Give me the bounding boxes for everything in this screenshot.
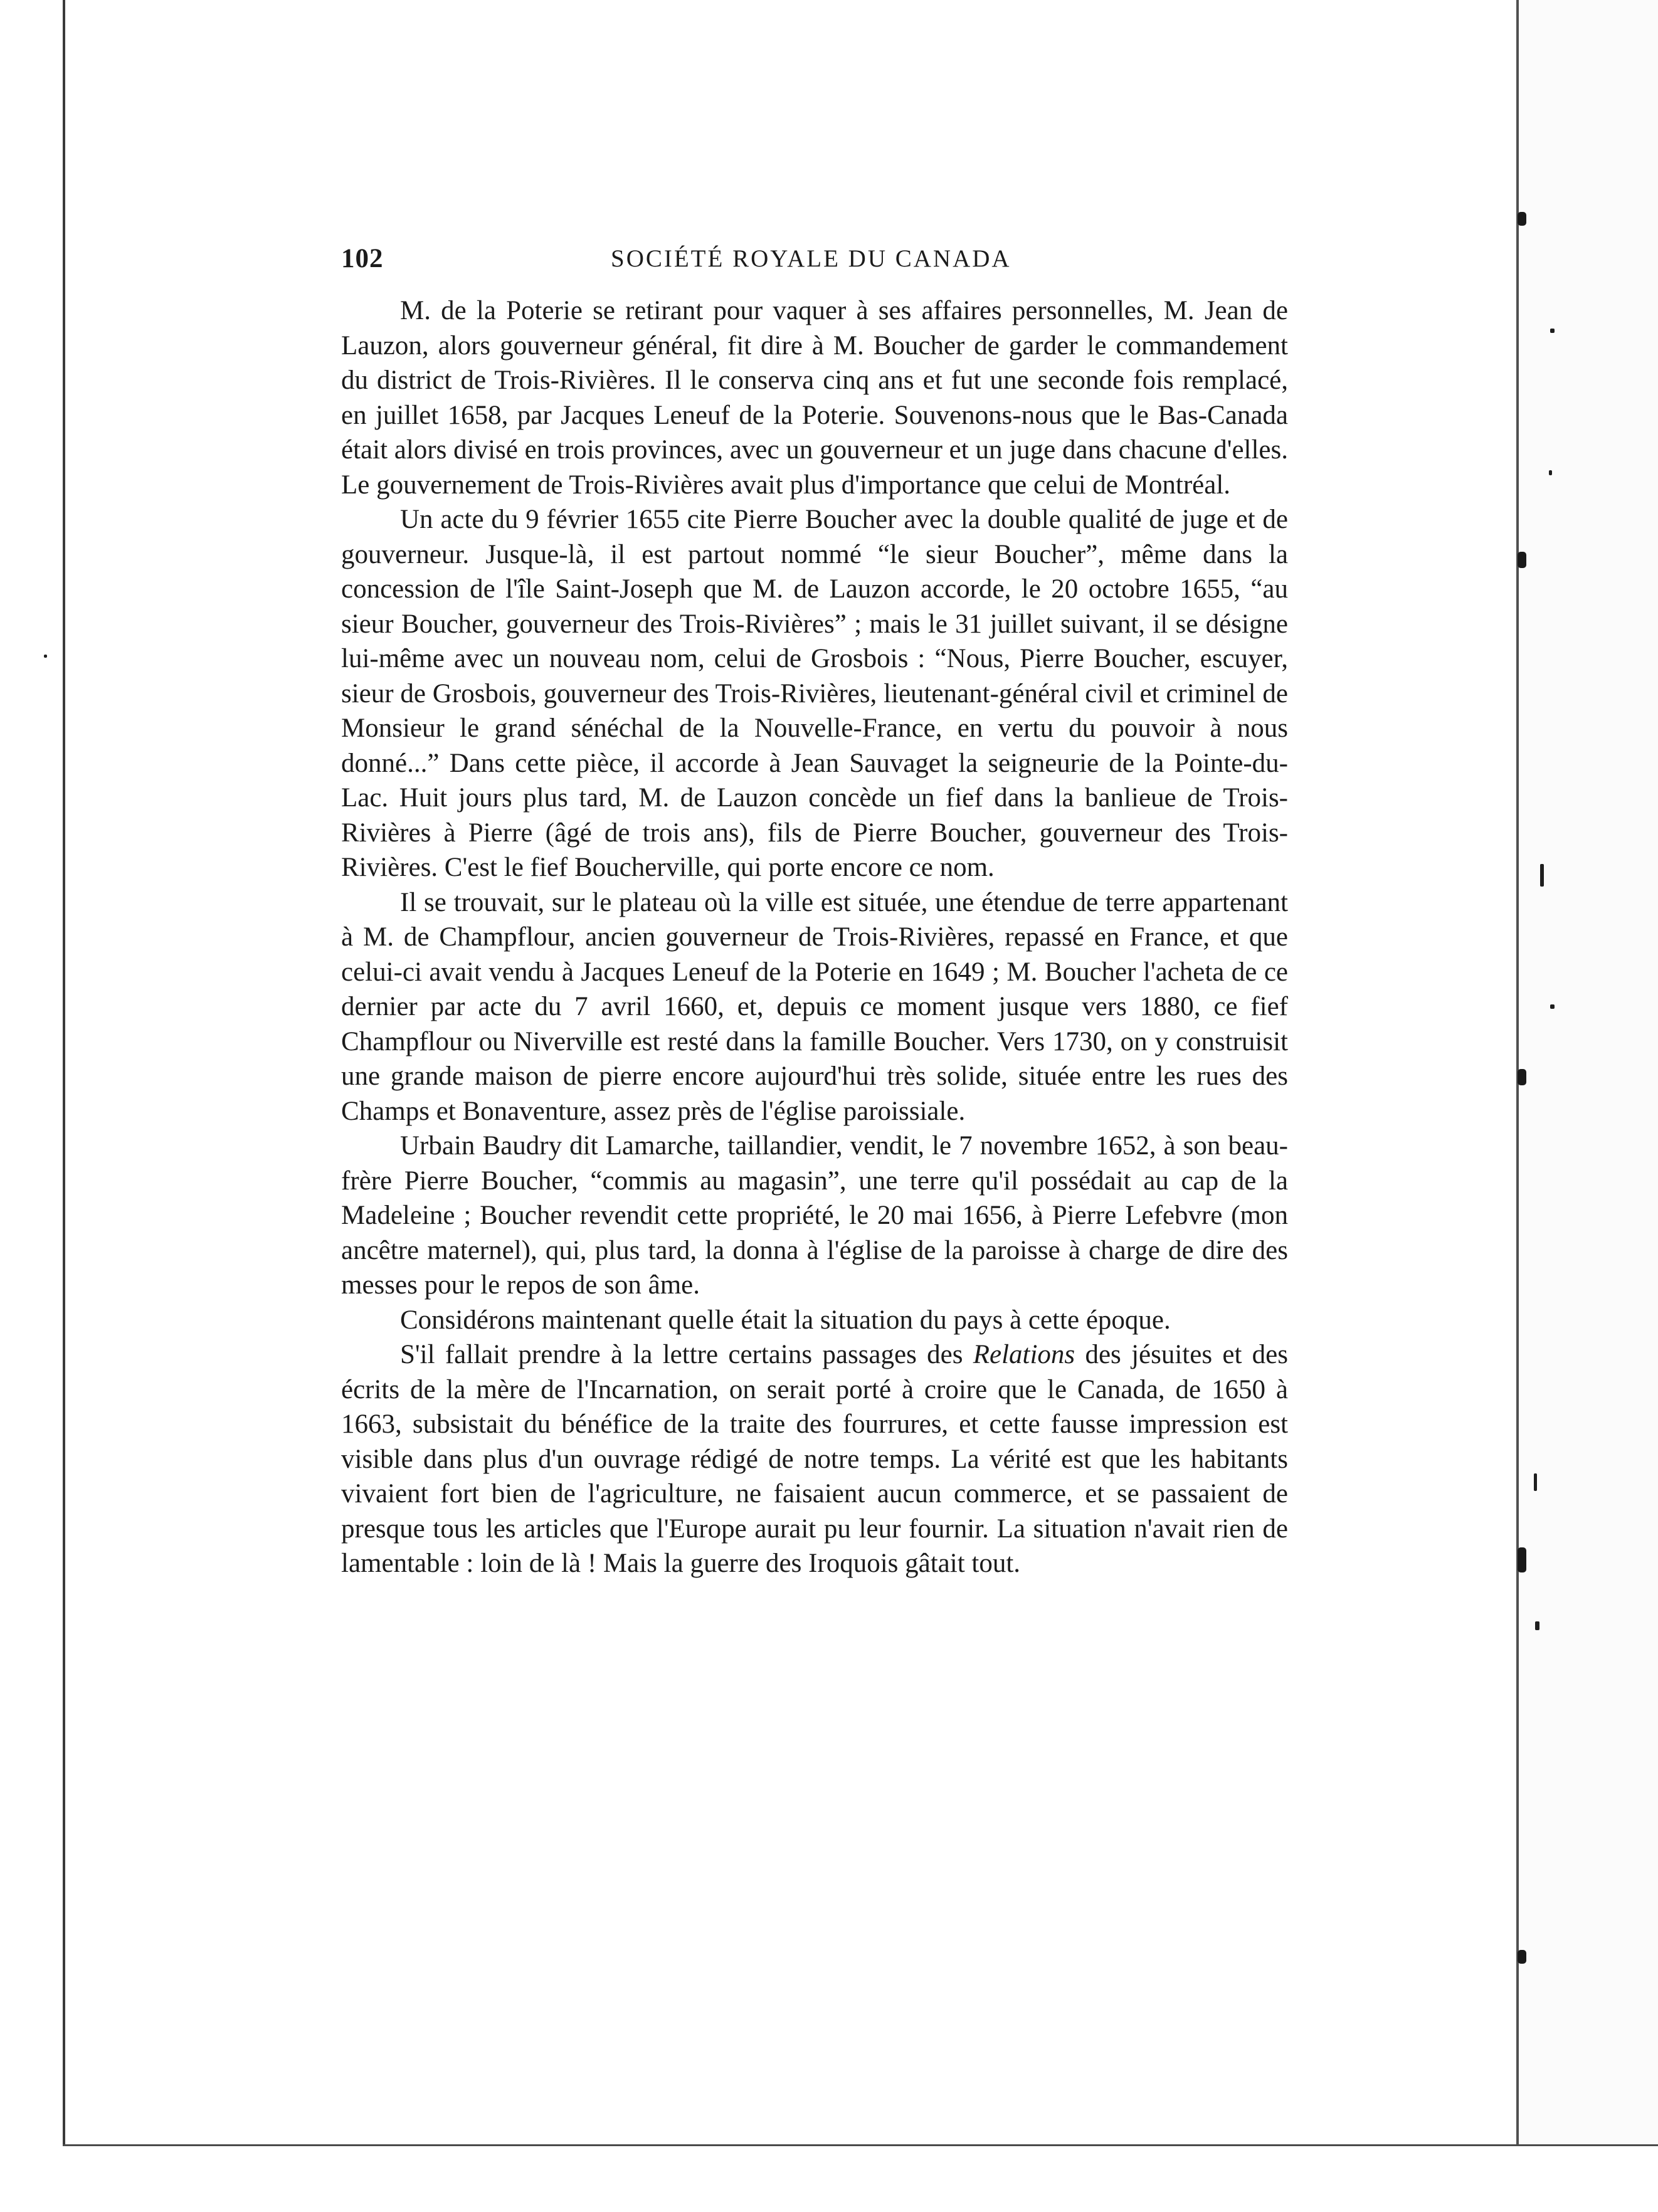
scan-speck <box>1535 1621 1539 1630</box>
scan-speck <box>1550 329 1555 333</box>
scan-speck <box>1550 1004 1555 1009</box>
facing-page-edge <box>1519 0 1658 2144</box>
paragraph: Considérons maintenant quelle était la situation du pays à cette époque. <box>400 1305 1171 1335</box>
binding-mark <box>1518 1069 1526 1085</box>
binding-mark <box>1518 1950 1526 1964</box>
paragraph: Il se trouvait, sur le plateau où la ville est située, une étendue de terre appartenant à M. de Champflour, ancien gouverneur de Trois-Rivières, repassé en France, et que celui-ci avait vendu à Jacques Leneuf de la Poterie en 1649 ; M. Boucher l'acheta de ce dernier par acte du 7 avril 1660, et, depuis ce moment jusque vers 1880, ce fief Champflour ou Niverville est resté dans la famille Boucher. Vers 1730, on y construisit une grande maison de pierre encore aujourd'hui très solide, située entre les rues des Champs et Bonaventure, assez près de l'église paroissiale. <box>341 887 1288 1126</box>
body-text <box>341 293 1288 1581</box>
running-head <box>341 243 1288 276</box>
scan-bottom-margin <box>63 2144 1658 2212</box>
paragraph: M. de la Poterie se retirant pour vaquer à ses affaires personnelles, M. Jean de Lauzon, alors gouverneur général, fit dire à M. Boucher de garder le commandement du district de Trois-Rivières. Il le conserva cinq ans et fut une seconde fois remplacé, en juillet 1658, par Jacques Leneuf de la Poterie. Souvenons-nous que le Bas-Canada était alors divisé en trois provinces, avec un gouverneur et un juge dans chacune d'elles. Le gouvernement de Trois-Rivières avait plus d'importance que celui de Montréal. <box>341 296 1288 500</box>
paragraph-text: S'il fallait prendre à la lettre certains passages des <box>400 1340 973 1369</box>
journal-title: SOCIÉTÉ ROYALE DU CANADA <box>611 245 1011 272</box>
paragraph <box>341 1337 1288 1581</box>
paragraph: Un acte du 9 février 1655 cite Pierre Boucher avec la double qualité de juge et de gouverneur. Jusque-là, il est partout nommé “le sieur Boucher”, même dans la concession de l'île Saint-Joseph que M. de Lauzon accorde, le 20 octobre 1655, “au sieur Boucher, gouverneur des Trois-Rivières” ; mais le 31 juillet suivant, il se désigne lui-même avec un nouveau nom, celui de Grosbois : “Nous, Pierre Boucher, escuyer, sieur de Grosbois, gouverneur des Trois-Rivières, lieutenant-général civil et criminel de Monsieur le grand sénéchal de la Nouvelle-France, en vertu du pouvoir à nous donné...” Dans cette pièce, il accorde à Jean Sauvaget la seigneurie de la Pointe-du-Lac. Huit jours plus tard, M. de Lauzon concède un fief dans la banlieue de Trois-Rivières à Pierre (âgé de trois ans), fils de Pierre Boucher, gouverneur des Trois-Rivières. C'est le fief Boucherville, qui porte encore ce nom. <box>341 505 1288 882</box>
paragraph-text: des jésuites et des écrits de la mère de l'Incarnation, on serait porté à croire que le Canada, de 1650 à 1663, subsistait du bénéfice de la traite des fourrures, et cette fausse impression est visible dans plus d'un ouvrage rédigé de notre temps. La vérité est que les habitants vivaient fort bien de l'agriculture, ne faisaient aucun commerce, et se passaient de presque tous les articles que l'Europe aurait pu leur fournir. La situation n'avait rien de lamentable : loin de là ! Mais la guerre des Iroquois gâtait tout. <box>341 1340 1288 1578</box>
scan-left-margin <box>0 0 65 2212</box>
binding-mark <box>1518 212 1526 226</box>
binding-mark <box>1518 552 1526 568</box>
scan-speck <box>1549 470 1552 475</box>
scan-speck <box>44 655 47 658</box>
scan-speck <box>1540 864 1544 887</box>
paragraph: Urbain Baudry dit Lamarche, taillandier, vendit, le 7 novembre 1652, à son beau-frère Pierre Boucher, “commis au magasin”, une terre qu'il possédait au cap de la Madeleine ; Boucher revendit cette propriété, le 20 mai 1656, à Pierre Lefebvre (mon ancêtre maternel), qui, plus tard, la donna à l'église de la paroisse à charge de dire des messes pour le repos de son âme. <box>341 1131 1288 1300</box>
page-number: 102 <box>341 244 384 273</box>
binding-mark <box>1518 1547 1526 1572</box>
italic-title: Relations <box>973 1340 1075 1369</box>
scan-speck <box>1534 1473 1537 1491</box>
